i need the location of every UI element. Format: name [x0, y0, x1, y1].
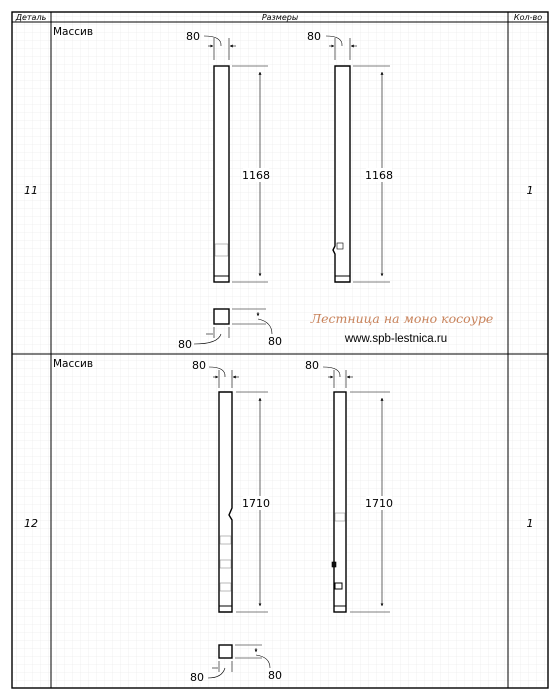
- grid-background: [12, 12, 548, 688]
- header-detail: Деталь: [15, 13, 47, 22]
- section-depth-dimension: 80: [268, 335, 282, 348]
- part-outline: [334, 392, 346, 612]
- part-outline: [219, 392, 232, 612]
- width-dimension: 80: [186, 30, 200, 43]
- width-dimension: 80: [307, 30, 321, 43]
- section-outline: [214, 309, 229, 324]
- section-depth-dimension: 80: [268, 669, 282, 682]
- section-width-dimension: 80: [190, 671, 204, 684]
- material-label: Массив: [53, 358, 94, 370]
- detail-number: 11: [24, 184, 38, 197]
- section-width-dimension: 80: [178, 338, 192, 351]
- part-outline: [333, 66, 350, 282]
- watermark-title: Лестница на моно косоуре: [310, 311, 494, 326]
- header-sizes: Размеры: [261, 13, 299, 22]
- part-outline: [214, 66, 229, 282]
- height-dimension: 1168: [365, 169, 393, 182]
- header-qty: Кол-во: [513, 13, 543, 22]
- width-dimension: 80: [192, 359, 206, 372]
- width-dimension: 80: [305, 359, 319, 372]
- height-dimension: 1710: [365, 497, 393, 510]
- height-dimension: 1710: [242, 497, 270, 510]
- height-dimension: 1168: [242, 169, 270, 182]
- quantity-value: 1: [526, 517, 534, 530]
- material-label: Массив: [53, 26, 94, 38]
- section-outline: [219, 645, 232, 658]
- detail-number: 12: [24, 517, 38, 530]
- watermark-url[interactable]: www.spb-lestnica.ru: [344, 333, 448, 345]
- quantity-value: 1: [526, 184, 534, 197]
